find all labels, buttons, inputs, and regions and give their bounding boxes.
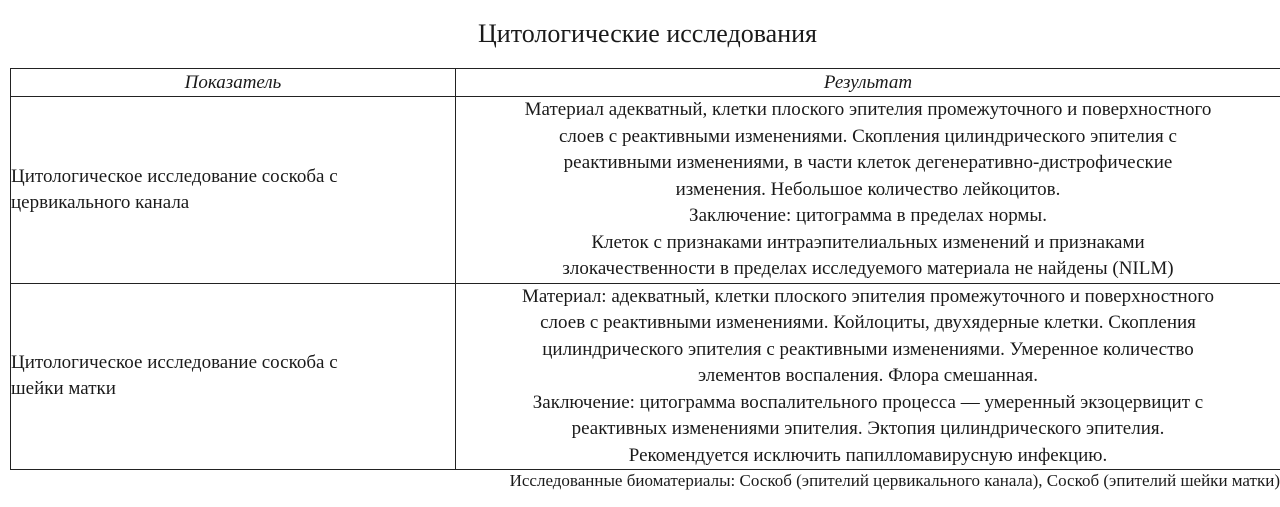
column-header-result: Результат: [456, 69, 1280, 97]
result-line: слоев с реактивными изменениями. Койлоциты, двухядерные клетки. Скопления: [540, 312, 1196, 333]
result-line: Материал адекватный, клетки плоского эпителия промежуточного и поверхностного: [524, 99, 1212, 120]
indicator-cell: [11, 97, 456, 284]
result-cell: [456, 283, 1280, 470]
indicator-cell: [11, 283, 456, 470]
page-title: Цитологические исследования: [478, 19, 817, 48]
indicator-line: Цитологическое исследование соскоба с: [11, 165, 338, 187]
indicator-line: цервикального канала: [11, 191, 190, 213]
result-line: злокачественности в пределах исследуемого материала не найдены (NILM): [562, 258, 1174, 279]
result-line: реактивных изменениями эпителия. Эктопия цилиндрического эпителия.: [571, 418, 1165, 439]
table-header-row: [11, 69, 1280, 97]
indicator-line: шейки матки: [11, 378, 116, 400]
result-line: изменения. Небольшое количество лейкоцитов.: [675, 178, 1061, 200]
indicator-line: Цитологическое исследование соскоба с: [11, 352, 338, 374]
result-line: элементов воспаления. Флора смешанная.: [697, 365, 1039, 386]
result-line: Заключение: цитограмма в пределах нормы.: [689, 205, 1047, 226]
result-cell: [456, 97, 1280, 284]
column-header-indicator: Показатель: [11, 69, 456, 97]
results-table: [10, 68, 1280, 470]
table-row: [11, 97, 1280, 284]
biomaterials-footnote: Исследованные биоматериалы: Соскоб (эпителий цервикального канала), Соскоб (эпителий шейки матки): [509, 471, 1280, 490]
result-line: Материал: адекватный, клетки плоского эпителия промежуточного и поверхностного: [521, 285, 1215, 307]
result-line: Заключение: цитограмма воспалительного процесса — умеренный экзоцервицит с: [532, 391, 1204, 413]
result-line: слоев с реактивными изменениями. Скопления цилиндрического эпителия с: [559, 125, 1177, 147]
table-row: [11, 283, 1280, 470]
result-line: Рекомендуется исключить папилломавирусную инфекцию.: [628, 444, 1108, 466]
result-line: Клеток с признаками интраэпителиальных изменений и признаками: [591, 231, 1145, 253]
result-line: цилиндрического эпителия с реактивными изменениями. Умеренное количество: [542, 338, 1194, 360]
result-line: реактивными изменениями, в части клеток дегенеративно-дистрофические: [563, 152, 1173, 173]
